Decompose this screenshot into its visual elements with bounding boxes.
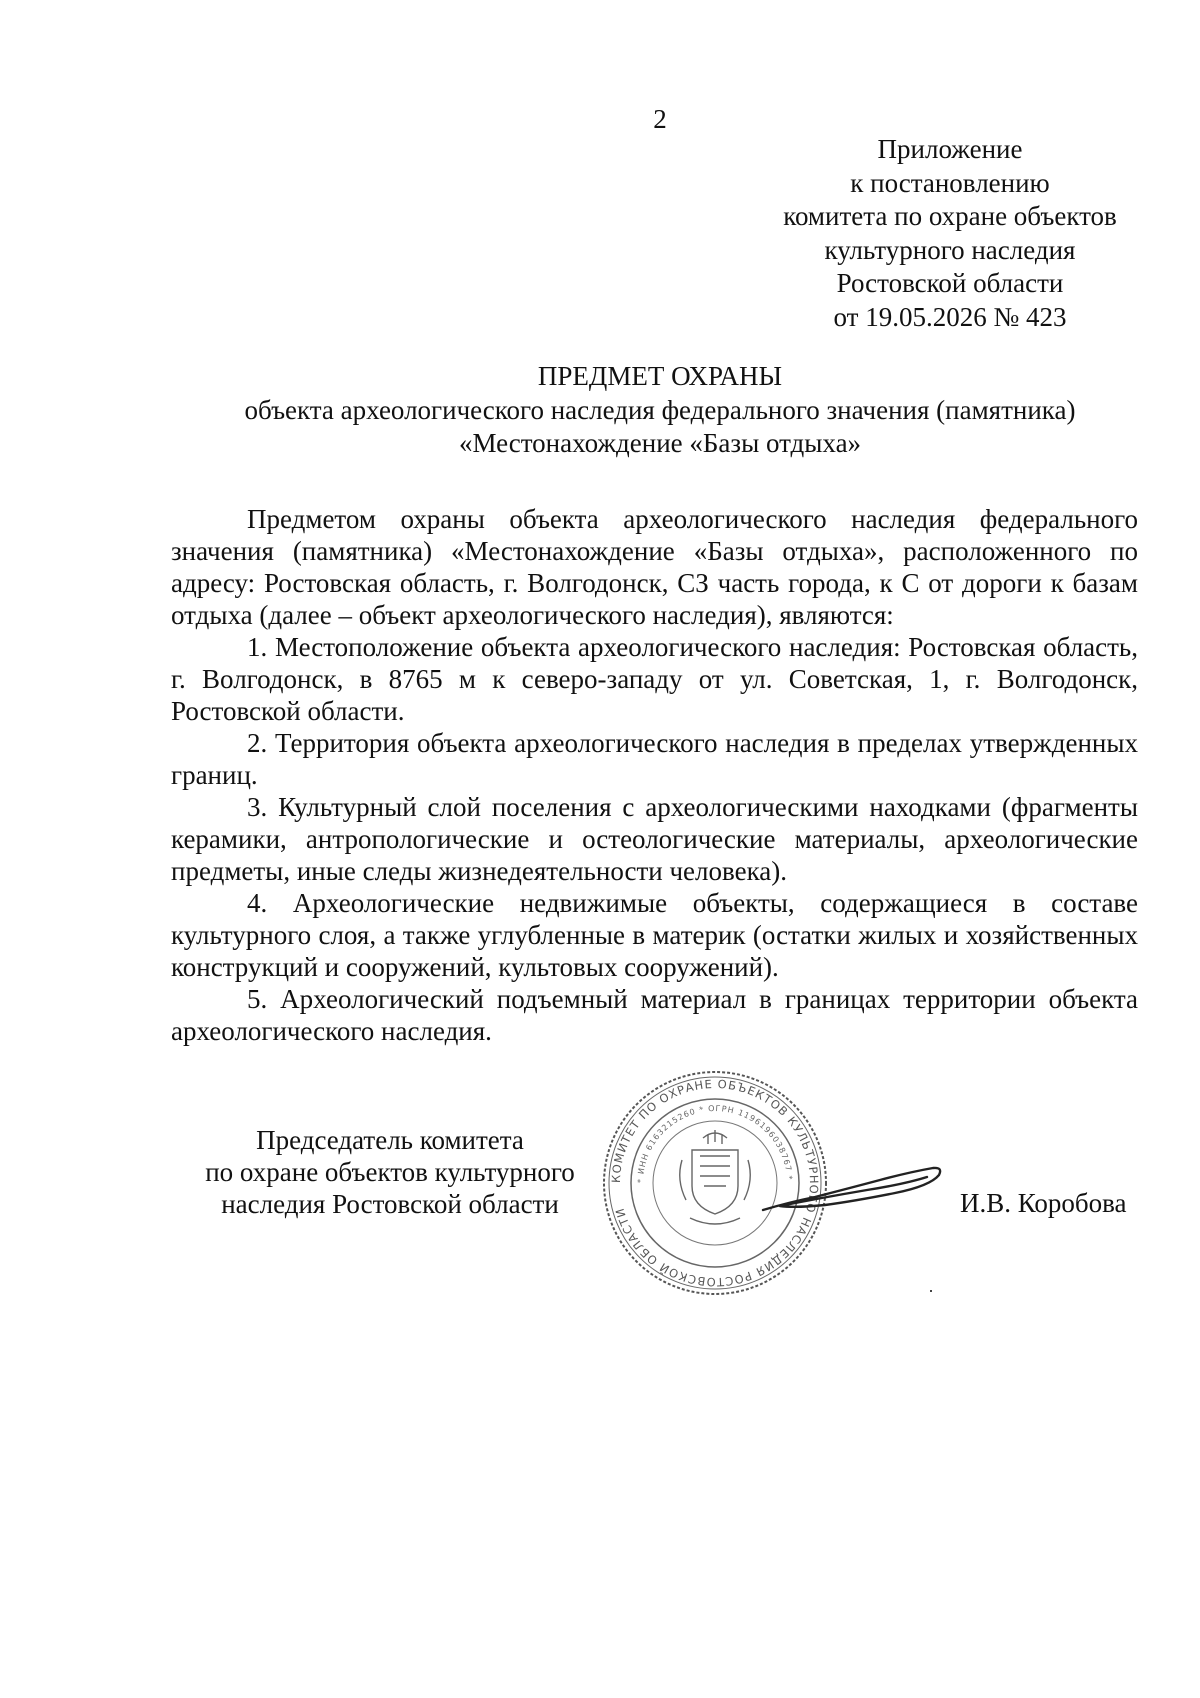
- appendix-line: к постановлению: [850, 167, 1050, 198]
- list-item: 5. Археологический подъемный материал в границах территории объекта археологического наследия.: [171, 984, 1138, 1046]
- title-heading: ПРЕДМЕТ ОХРАНЫ: [537, 361, 783, 391]
- seal-outer-text: КОМИТЕТ ПО ОХРАНЕ ОБЪЕКТОВ КУЛЬТУРНОГО НАСЛЕДИЯ РОСТОВСКОЙ ОБЛАСТИ: [608, 1076, 822, 1290]
- coat-of-arms-icon: [680, 1130, 751, 1224]
- scan-speck: [930, 1290, 932, 1292]
- signatory-position: [170, 1124, 610, 1220]
- appendix-header: [760, 133, 1140, 334]
- signatory-position-line: по охране объектов культурного: [205, 1157, 575, 1187]
- signatory-position-line: Председатель комитета: [256, 1125, 524, 1155]
- document-title: [160, 360, 1160, 461]
- handwritten-signature: [755, 1150, 945, 1230]
- title-subtitle: объекта археологического наследия федерального значения (памятника): [244, 394, 1076, 425]
- appendix-line: культурного наследия: [824, 234, 1076, 265]
- document-body: [171, 503, 1138, 1047]
- list-item: 1. Местоположение объекта археологического наследия: Ростовская область, г. Волгодонск, в 8765 м к северо-западу от ул. Советская, 1, г. Волгодонск, Ростовской области.: [171, 632, 1138, 726]
- seal-inner-text: * ИНН 6163215260 * ОГРН 1196196038767 *: [635, 1103, 794, 1184]
- appendix-line: Приложение: [877, 134, 1023, 164]
- appendix-date-line: от 19.05.2026 № 423: [833, 301, 1067, 332]
- signatory-name: И.В. Коробова: [960, 1188, 1127, 1218]
- signatory-position-line: наследия Ростовской области: [221, 1189, 559, 1219]
- list-item: 4. Археологические недвижимые объекты, содержащиеся в составе культурного слоя, а также углубленные в материк (остатки жилых и хозяйственных конструкций и сооружений, культовых сооружений).: [171, 888, 1138, 982]
- list-item: 3. Культурный слой поселения с археологическими находками (фрагменты керамики, антропологические и остеологические материалы, археологические предметы, иные следы жизнедеятельности человека).: [171, 792, 1138, 886]
- title-object-name: «Местонахождение «Базы отдыха»: [458, 428, 862, 458]
- intro-paragraph: Предметом охраны объекта археологического наследия федерального значения (памятника) «Местонахождение «Базы отдыха», расположенного по адресу: Ростовская область, г. Волгодонск, СЗ часть города, к С от дороги к базам отдыха (далее – объект археологического наследия), являются:: [171, 504, 1138, 630]
- appendix-line: Ростовской области: [836, 268, 1064, 298]
- appendix-line: комитета по охране объектов: [783, 201, 1117, 231]
- page-number: 2: [653, 104, 667, 134]
- list-item: 2. Территория объекта археологического наследия в пределах утвержденных границ.: [171, 728, 1138, 790]
